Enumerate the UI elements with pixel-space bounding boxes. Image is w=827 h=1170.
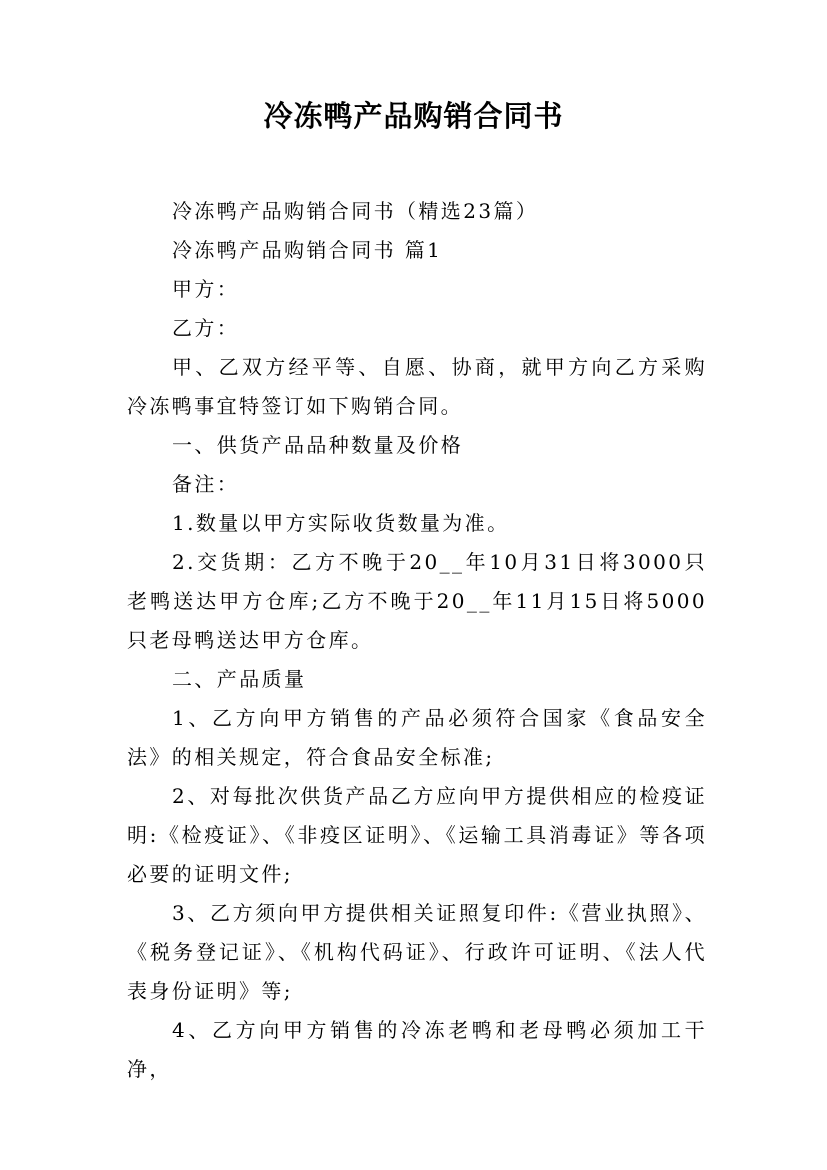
paragraph-party-b: 乙方： [172,316,240,340]
document-title: 冷冻鸭产品购销合同书 [263,99,564,133]
paragraph-party-a: 甲方： [172,277,240,301]
paragraph-notes-label: 备注： [172,472,240,496]
paragraph-clause-2-heading: 二、产品质量 [172,667,307,691]
paragraph-quality-1: 1、乙方向甲方销售的产品必须符合国家《食品安全法》的相关规定，符合食品安全标准; [127,706,707,769]
paragraph-quality-4: 4、乙方向甲方销售的冷冻老鸭和老母鸭必须加工干净， [127,1018,707,1081]
paragraph-quality-3: 3、乙方须向甲方提供相关证照复印件:《营业执照》、《税务登记证》、《机构代码证》、行政许可证明、《法人代表身份证明》等; [127,901,707,1003]
paragraph-subtitle: 冷冻鸭产品购销合同书（精选23篇） [172,199,539,223]
document-body [127,192,707,1089]
paragraph-note-1: 1.数量以甲方实际收货数量为准。 [172,511,510,535]
paragraph-section-heading: 冷冻鸭产品购销合同书 篇1 [172,238,443,262]
paragraph-clause-1-heading: 一、供货产品品种数量及价格 [172,433,464,457]
paragraph-note-2: 2.交货期：乙方不晚于20__年10月31日将3000只老鸭送达甲方仓库;乙方不晚于20__年11月15日将5000只老母鸭送达甲方仓库。 [127,550,707,652]
paragraph-quality-2: 2、对每批次供货产品乙方应向甲方提供相应的检疫证明:《检疫证》、《非疫区证明》、《运输工具消毒证》等各项必要的证明文件; [127,784,707,886]
paragraph-intro: 甲、乙双方经平等、自愿、协商，就甲方向乙方采购冷冻鸭事宜特签订如下购销合同。 [127,355,707,418]
